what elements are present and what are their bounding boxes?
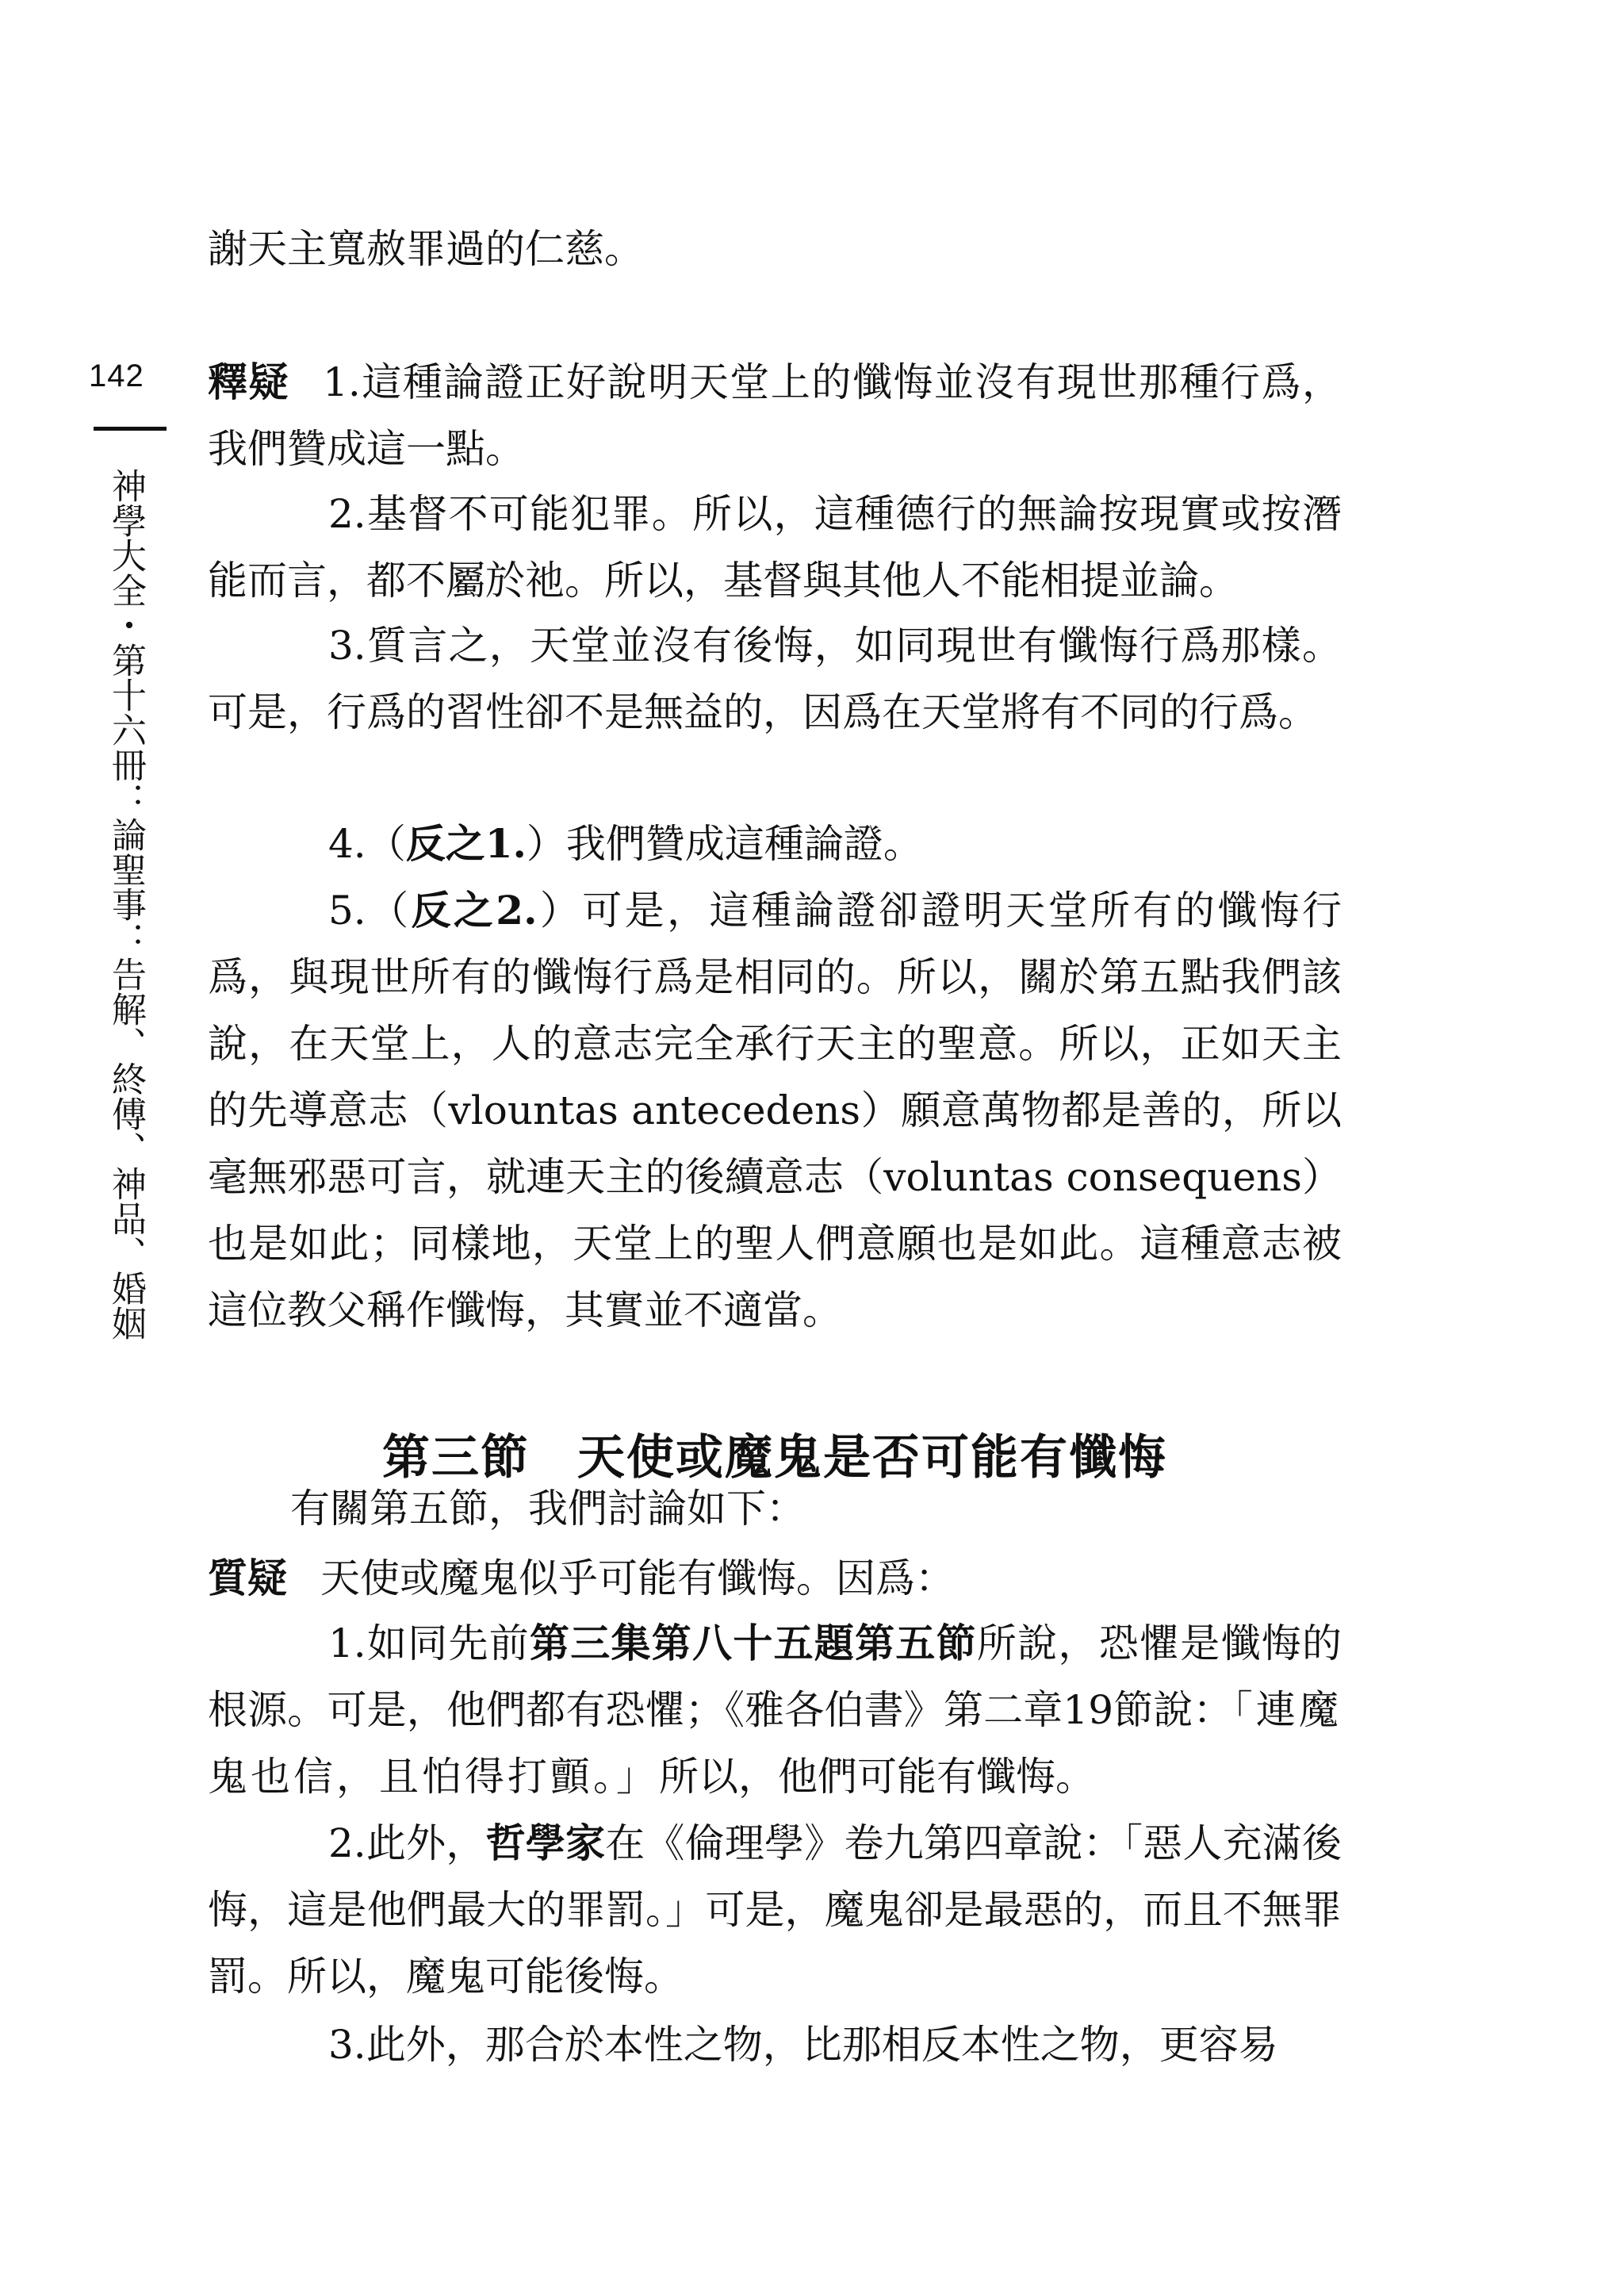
- bold-reference: 哲學家: [485, 1819, 606, 1866]
- paragraph-text: 所以，他們可能有懺悔。: [659, 1754, 1095, 1800]
- paragraph-text: 在《倫理學》卷九第四章說：「惡人充滿後悔，這是他們最大的罪罰。」可是，魔鬼卻是最惡的，而且不無罪罰。所以，魔鬼可能後悔。: [208, 1820, 1342, 2000]
- bold-reference: 反之1.: [405, 820, 527, 867]
- paragraph-text: 3.此外，那合於本性之物，比那相反本性之物，更容易: [328, 2022, 1278, 2068]
- paragraph-text: 1.如同先前: [328, 1620, 530, 1666]
- paragraph-text: 2.此外，: [328, 1820, 486, 1866]
- paragraph-text: 所說，恐懼是懺悔的根源。可是，他們都有恐懼；《雅各伯書》第二章19節說：: [208, 1620, 1342, 1733]
- paragraph-continuation: [208, 216, 1342, 282]
- paragraph-text: 3.質言之，天堂並沒有後悔，如同現世有懺悔行爲那樣。可是，行爲的習性卻不是無益的，因爲在天堂將有不同的行爲。: [208, 623, 1342, 735]
- paragraph-text: 有關第五節，我們討論如下：: [290, 1486, 806, 1532]
- paragraph-text: ）可是，這種論證卻證明天堂所有的懺悔行爲，與現世所有的懺悔行爲是相同的。所以，關於第五點我們該說，在天堂上，人的意志完全承行天主的聖意。所以，正如天主的先導意志（vlountas antecedens）願意萬物都是善的，所以毫無邪惡可言，就連天主的後續意志（voluntas consequens）也是如此；同樣地，天堂上的聖人們意願也是如此。這種意志被這位教父稱作懺悔，其實並不適當。: [208, 888, 1342, 1333]
- reply-paragraph-4: [208, 811, 1342, 877]
- objection-paragraph-1: [208, 1610, 1342, 1810]
- margin-rule: [94, 427, 167, 431]
- scripture-quote: 「連魔鬼也信，且怕得打顫。」: [208, 1687, 1342, 1800]
- reply-paragraph-1: [208, 349, 1342, 482]
- paragraph-text: 謝天主寬赦罪過的仁慈。: [208, 226, 644, 272]
- paragraph-text: 5.（: [328, 888, 412, 934]
- section-intro: [290, 1475, 1342, 1542]
- section-number: 第三節: [382, 1430, 530, 1486]
- reply-paragraph-5: [208, 877, 1342, 1344]
- page-number: 142: [89, 359, 144, 393]
- reply-label: 釋疑: [208, 359, 290, 405]
- objection-paragraph-3: [208, 2011, 1342, 2078]
- objection-paragraph-2: [208, 1810, 1342, 2010]
- paragraph-text: 天使或魔鬼似乎可能有懺悔。因爲：: [320, 1555, 955, 1601]
- paragraph-text: 1.這種論證正好說明天堂上的懺悔並沒有現世那種行爲，我們贊成這一點。: [208, 359, 1342, 472]
- objection-label: 質疑: [208, 1555, 287, 1601]
- objection-intro: [208, 1545, 1342, 1612]
- reply-paragraph-3: [208, 612, 1342, 746]
- bold-reference: 反之2.: [411, 887, 538, 934]
- reply-paragraph-2: [208, 481, 1342, 614]
- bold-reference: 第三集第八十五題第五節: [530, 1620, 977, 1666]
- paragraph-text: ）我們贊成這種論證。: [526, 821, 923, 867]
- paragraph-text: 4.（: [328, 821, 406, 867]
- paragraph-text: 2.基督不可能犯罪。所以，這種德行的無論按現實或按潛能而言，都不屬於祂。所以，基督與其他人不能相提並論。: [208, 491, 1342, 604]
- running-title: 神學大全・第十六冊：論聖事：告解、終傅、神品、婚姻: [105, 468, 146, 1340]
- section-title: 天使或魔鬼是否可能有懺悔: [577, 1430, 1167, 1486]
